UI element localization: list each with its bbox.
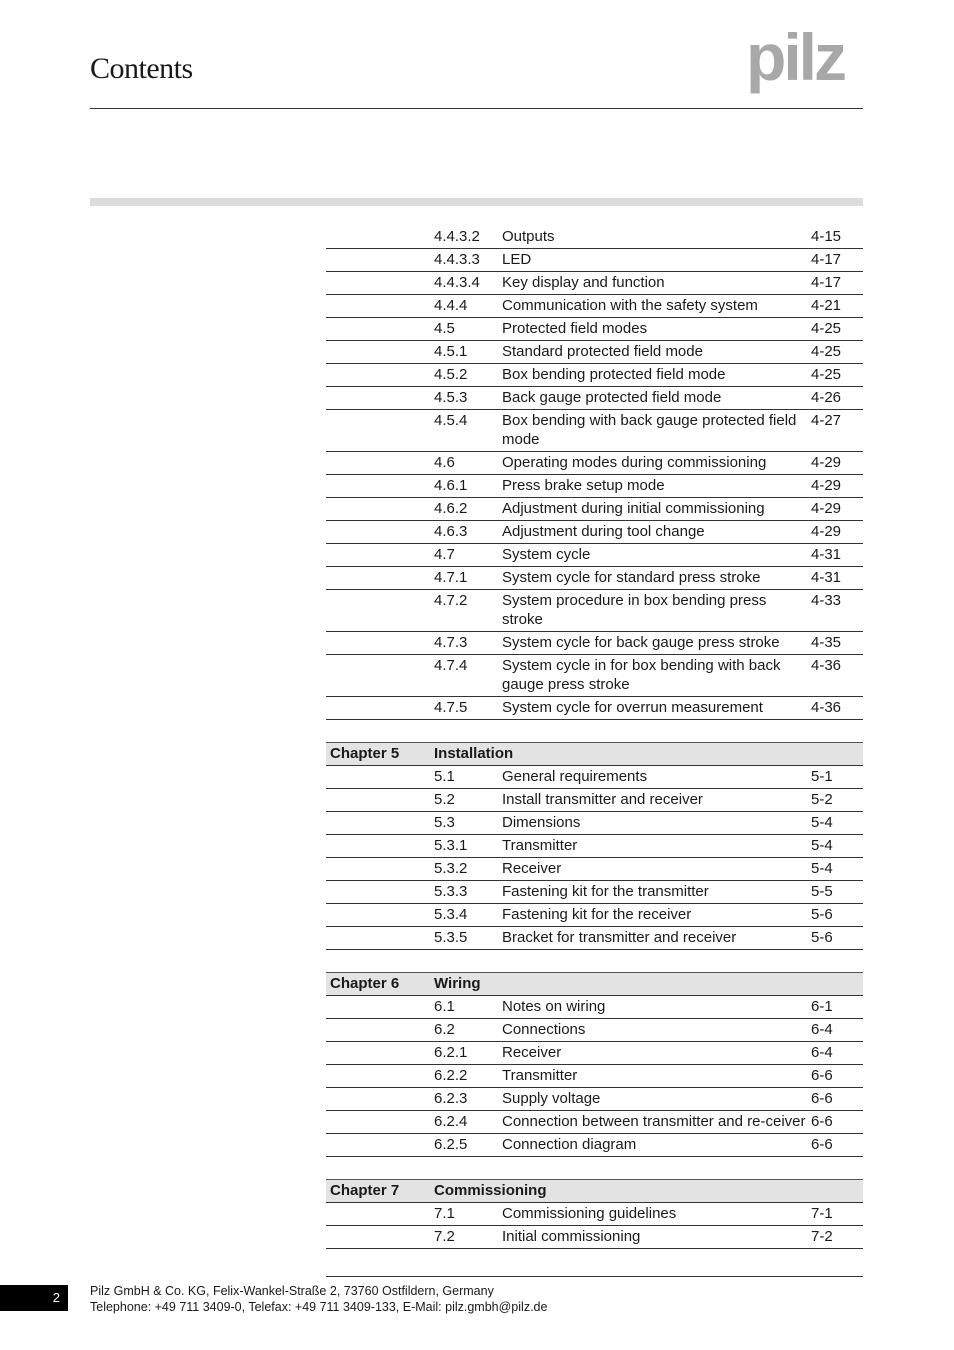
entry-page: 7-1 <box>811 1205 833 1222</box>
toc-entry-row[interactable] <box>326 341 863 364</box>
section-gap <box>326 950 863 972</box>
entry-page: 4-17 <box>811 251 842 268</box>
chapter-heading-row[interactable] <box>326 972 863 996</box>
entry-number: 6.2.2 <box>434 1067 468 1084</box>
page-title: Contents <box>90 52 193 85</box>
entry-title: System procedure in box bending press stroke <box>502 592 767 628</box>
toc-entry-row[interactable] <box>326 318 863 341</box>
entry-page: 4-29 <box>811 477 842 494</box>
toc-entry-row[interactable] <box>326 387 863 410</box>
toc-entry-row[interactable] <box>326 521 863 544</box>
entry-number: 5.3.3 <box>434 883 468 900</box>
entry-number: 5.3 <box>434 814 455 831</box>
entry-title: Notes on wiring <box>502 998 606 1015</box>
toc-entry-row[interactable] <box>326 1226 863 1249</box>
entry-number: 4.7.3 <box>434 634 468 651</box>
entry-title: Operating modes during commissioning <box>502 454 767 471</box>
entry-page: 4-29 <box>811 500 842 517</box>
entry-number: 6.1 <box>434 998 455 1015</box>
entry-page: 4-29 <box>811 454 842 471</box>
entry-title: Key display and function <box>502 274 665 291</box>
entry-title: Fastening kit for the transmitter <box>502 883 709 900</box>
toc-entry-row[interactable] <box>326 655 863 697</box>
chapter-heading-row[interactable] <box>326 1179 863 1203</box>
page-number: 2 <box>0 1285 68 1311</box>
entry-title: Transmitter <box>502 837 578 854</box>
entry-page: 5-2 <box>811 791 833 808</box>
entry-number: 4.5.4 <box>434 412 468 429</box>
entry-number: 4.5.3 <box>434 389 468 406</box>
entry-page: 6-4 <box>811 1044 833 1061</box>
entry-page: 6-6 <box>811 1113 833 1130</box>
entry-page: 4-31 <box>811 546 842 563</box>
entry-number: 4.7.1 <box>434 569 468 586</box>
entry-number: 5.2 <box>434 791 455 808</box>
entry-title: Connection between transmitter and re-ceiver <box>502 1113 806 1130</box>
toc-entry-row[interactable] <box>326 996 863 1019</box>
entry-page: 5-6 <box>811 929 833 946</box>
pilz-logo <box>746 28 866 96</box>
entry-number: 7.2 <box>434 1228 455 1245</box>
chapter-name: Installation <box>434 745 514 762</box>
entry-number: 6.2.3 <box>434 1090 468 1107</box>
chapter-label: Chapter 6 <box>330 975 400 992</box>
entry-page: 5-1 <box>811 768 833 785</box>
entry-title: System cycle for standard press stroke <box>502 569 761 586</box>
entry-title: Supply voltage <box>502 1090 601 1107</box>
entry-title: System cycle in for box bending with back gauge press stroke <box>502 657 781 693</box>
entry-number: 4.4.4 <box>434 297 468 314</box>
entry-number: 7.1 <box>434 1205 455 1222</box>
section-gap <box>326 1157 863 1179</box>
entry-page: 4-29 <box>811 523 842 540</box>
entry-title: Back gauge protected field mode <box>502 389 722 406</box>
entry-page: 4-35 <box>811 634 842 651</box>
toc-entry-row[interactable] <box>326 226 863 249</box>
toc-entry-row[interactable] <box>326 590 863 632</box>
entry-page: 5-4 <box>811 860 833 877</box>
entry-number: 4.4.3.3 <box>434 251 480 268</box>
entry-number: 6.2.5 <box>434 1136 468 1153</box>
footer-address: Pilz GmbH & Co. KG, Felix-Wankel-Straße 2, 73760 Ostfildern, Germany <box>90 1284 494 1298</box>
entry-page: 4-21 <box>811 297 842 314</box>
entry-page: 4-33 <box>811 592 842 609</box>
entry-title: Press brake setup mode <box>502 477 665 494</box>
entry-title: Dimensions <box>502 814 581 831</box>
toc-entry-row[interactable] <box>326 835 863 858</box>
toc-entry-row[interactable] <box>326 295 863 318</box>
entry-number: 4.4.3.2 <box>434 228 480 245</box>
footer-info <box>90 1283 547 1315</box>
entry-title: Standard protected field mode <box>502 343 703 360</box>
entry-title: System cycle for overrun measurement <box>502 699 763 716</box>
entry-page: 6-6 <box>811 1136 833 1153</box>
toc-entry-row[interactable] <box>326 812 863 835</box>
header-rule <box>90 108 863 109</box>
entry-page: 6-6 <box>811 1090 833 1107</box>
chapter-name: Wiring <box>434 975 481 992</box>
entry-number: 5.3.2 <box>434 860 468 877</box>
entry-number: 6.2.1 <box>434 1044 468 1061</box>
entry-title: LED <box>502 251 532 268</box>
entry-page: 4-27 <box>811 412 842 429</box>
entry-title: Connection diagram <box>502 1136 637 1153</box>
entry-number: 6.2.4 <box>434 1113 468 1130</box>
toc-entry-row[interactable] <box>326 766 863 789</box>
toc-entry-row[interactable] <box>326 1088 863 1111</box>
footer-rule <box>326 1276 863 1277</box>
entry-number: 5.3.4 <box>434 906 468 923</box>
entry-title: Box bending protected field mode <box>502 366 726 383</box>
entry-title: Protected field modes <box>502 320 648 337</box>
entry-title: Transmitter <box>502 1067 578 1084</box>
entry-title: System cycle for back gauge press stroke <box>502 634 780 651</box>
entry-title: Initial commissioning <box>502 1228 641 1245</box>
toc-entry-row[interactable] <box>326 272 863 295</box>
entry-number: 6.2 <box>434 1021 455 1038</box>
entry-number: 4.7.2 <box>434 592 468 609</box>
toc-entry-row[interactable] <box>326 858 863 881</box>
entry-title: Communication with the safety system <box>502 297 758 314</box>
entry-page: 7-2 <box>811 1228 833 1245</box>
toc-entry-row[interactable] <box>326 789 863 812</box>
toc-entry-row[interactable] <box>326 1203 863 1226</box>
toc-entry-row[interactable] <box>326 697 863 720</box>
entry-page: 4-36 <box>811 657 842 674</box>
chapter-label: Chapter 5 <box>330 745 400 762</box>
entry-page: 4-36 <box>811 699 842 716</box>
entry-page: 5-6 <box>811 906 833 923</box>
entry-number: 4.5.1 <box>434 343 468 360</box>
entry-number: 4.6.2 <box>434 500 468 517</box>
entry-page: 5-4 <box>811 837 833 854</box>
entry-page: 6-6 <box>811 1067 833 1084</box>
entry-number: 4.5.2 <box>434 366 468 383</box>
entry-page: 5-4 <box>811 814 833 831</box>
footer-contact: Telephone: +49 711 3409-0, Telefax: +49 711 3409-133, E-Mail: pilz.gmbh@pilz.de <box>90 1300 548 1314</box>
toc-entry-row[interactable] <box>326 1019 863 1042</box>
entry-title: Box bending with back gauge protected field mode <box>502 412 797 448</box>
toc-entry-row[interactable] <box>326 498 863 521</box>
entry-page: 4-25 <box>811 366 842 383</box>
entry-page: 4-25 <box>811 320 842 337</box>
toc-entry-row[interactable] <box>326 567 863 590</box>
entry-page: 6-1 <box>811 998 833 1015</box>
chapter-heading-row[interactable] <box>326 742 863 766</box>
entry-title: System cycle <box>502 546 591 563</box>
toc-entry-row[interactable] <box>326 452 863 475</box>
entry-number: 4.7.5 <box>434 699 468 716</box>
chapter-name: Commissioning <box>434 1182 547 1199</box>
toc-entry-row[interactable] <box>326 632 863 655</box>
svg-text:pilz: pilz <box>746 28 844 94</box>
toc-entry-row[interactable] <box>326 544 863 567</box>
toc-entry-row[interactable] <box>326 1042 863 1065</box>
entry-page: 4-26 <box>811 389 842 406</box>
toc-entry-row[interactable] <box>326 927 863 950</box>
entry-number: 4.6.1 <box>434 477 468 494</box>
entry-page: 4-15 <box>811 228 842 245</box>
toc-entry-row[interactable] <box>326 249 863 272</box>
entry-number: 4.7 <box>434 546 455 563</box>
section-gap <box>326 720 863 742</box>
entry-number: 4.5 <box>434 320 455 337</box>
toc-entry-row[interactable] <box>326 904 863 927</box>
toc-entry-row[interactable] <box>326 410 863 452</box>
toc-entry-row[interactable] <box>326 881 863 904</box>
entry-title: Receiver <box>502 860 562 877</box>
entry-title: Commissioning guidelines <box>502 1205 677 1222</box>
entry-page: 4-25 <box>811 343 842 360</box>
entry-number: 4.7.4 <box>434 657 468 674</box>
toc-entry-row[interactable] <box>326 1065 863 1088</box>
entry-number: 5.1 <box>434 768 455 785</box>
chapter-label: Chapter 7 <box>330 1182 400 1199</box>
toc-entry-row[interactable] <box>326 364 863 387</box>
entry-title: Connections <box>502 1021 586 1038</box>
entry-number: 5.3.5 <box>434 929 468 946</box>
entry-number: 4.6 <box>434 454 455 471</box>
section-band <box>90 198 863 206</box>
entry-title: Bracket for transmitter and receiver <box>502 929 737 946</box>
entry-number: 4.6.3 <box>434 523 468 540</box>
entry-title: Adjustment during initial commissioning <box>502 500 765 517</box>
entry-title: Receiver <box>502 1044 562 1061</box>
entry-page: 5-5 <box>811 883 833 900</box>
entry-title: Fastening kit for the receiver <box>502 906 692 923</box>
table-of-contents <box>326 226 863 1249</box>
entry-number: 5.3.1 <box>434 837 468 854</box>
toc-entry-row[interactable] <box>326 1134 863 1157</box>
entry-title: Outputs <box>502 228 555 245</box>
entry-page: 4-17 <box>811 274 842 291</box>
toc-entry-row[interactable] <box>326 475 863 498</box>
toc-entry-row[interactable] <box>326 1111 863 1134</box>
entry-title: General requirements <box>502 768 648 785</box>
entry-number: 4.4.3.4 <box>434 274 480 291</box>
entry-page: 4-31 <box>811 569 842 586</box>
entry-page: 6-4 <box>811 1021 833 1038</box>
entry-title: Adjustment during tool change <box>502 523 705 540</box>
entry-title: Install transmitter and receiver <box>502 791 703 808</box>
